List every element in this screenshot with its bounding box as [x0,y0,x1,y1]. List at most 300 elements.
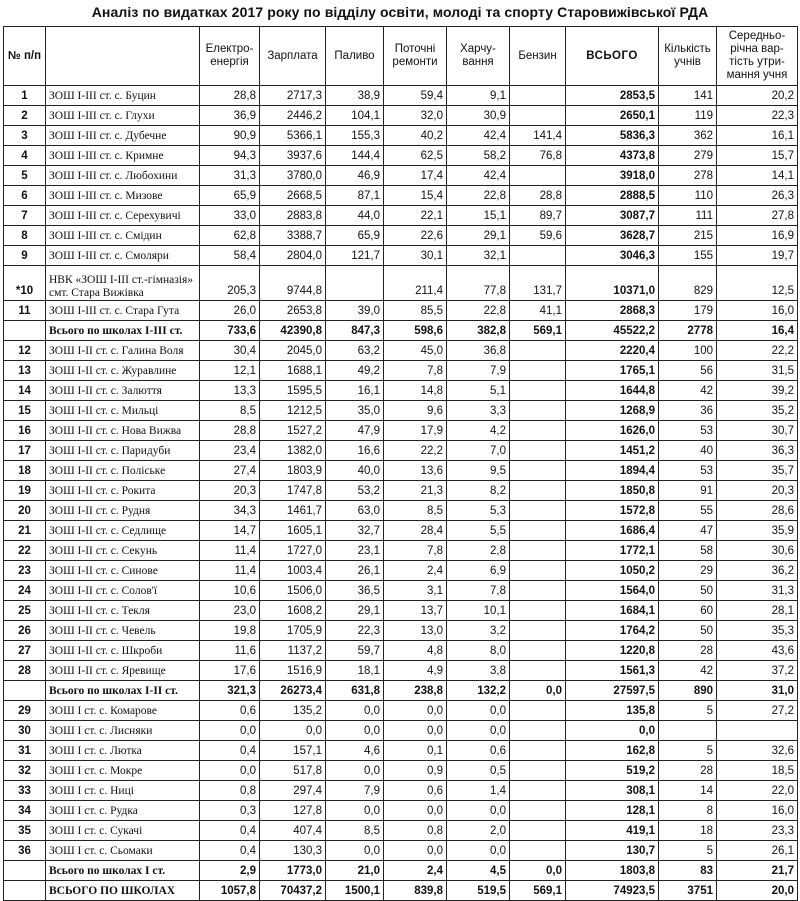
cell-salary: 1803,9 [260,461,326,481]
cell-salary: 70437,2 [260,881,326,901]
cell-avg-cost: 23,3 [717,821,798,841]
cell-repairs: 0,1 [384,741,447,761]
cell-students: 18 [659,821,717,841]
cell-electricity: 36,9 [200,106,260,126]
cell-salary: 2653,8 [260,301,326,321]
cell-fuel: 22,3 [326,621,384,641]
cell-num: 3 [4,126,46,146]
cell-fuel: 49,2 [326,361,384,381]
cell-total: 128,1 [566,801,659,821]
cell-food: 0,0 [447,701,510,721]
cell-total: 45522,2 [566,321,659,341]
cell-fuel: 21,0 [326,861,384,881]
cell-total: 1626,0 [566,421,659,441]
header-name [46,27,200,86]
cell-salary: 517,8 [260,761,326,781]
cell-food: 4,5 [447,861,510,881]
cell-petrol: 89,7 [510,206,566,226]
cell-electricity: 65,9 [200,186,260,206]
cell-petrol [510,661,566,681]
cell-repairs: 85,5 [384,301,447,321]
cell-avg-cost: 31,3 [717,581,798,601]
table-row [4,501,798,521]
cell-electricity: 11,6 [200,641,260,661]
cell-repairs: 15,4 [384,186,447,206]
cell-salary: 297,4 [260,781,326,801]
cell-school-name: ЗОШ І-ІІ ст. с. Журавлине [46,361,200,381]
cell-students: 28 [659,641,717,661]
cell-food: 1,4 [447,781,510,801]
cell-petrol: 569,1 [510,321,566,341]
cell-salary: 1461,7 [260,501,326,521]
cell-school-name: ЗОШ І-ІІІ ст. с. Дубечне [46,126,200,146]
cell-petrol [510,581,566,601]
table-row [4,641,798,661]
cell-school-name: ЗОШ І ст. с. Лютка [46,741,200,761]
cell-repairs: 45,0 [384,341,447,361]
cell-school-name: ЗОШ І-ІІІ ст. с. Смоляри [46,246,200,266]
cell-fuel: 0,0 [326,841,384,861]
cell-students: 14 [659,781,717,801]
cell-students: 50 [659,581,717,601]
cell-fuel: 65,9 [326,226,384,246]
cell-total: 1850,8 [566,481,659,501]
cell-salary: 1773,0 [260,861,326,881]
cell-food: 9,5 [447,461,510,481]
cell-students: 5 [659,701,717,721]
cell-salary: 1527,2 [260,421,326,441]
cell-petrol [510,841,566,861]
cell-total: 130,7 [566,841,659,861]
cell-electricity: 1057,8 [200,881,260,901]
table-row [4,701,798,721]
cell-electricity: 10,6 [200,581,260,601]
cell-num: 2 [4,106,46,126]
cell-salary: 2717,3 [260,86,326,106]
cell-school-name: ЗОШ І-ІІІ ст. с. Мизове [46,186,200,206]
cell-num: 36 [4,841,46,861]
cell-avg-cost: 12,5 [717,266,798,301]
cell-num: 16 [4,421,46,441]
cell-students: 58 [659,541,717,561]
cell-petrol [510,621,566,641]
cell-total: 308,1 [566,781,659,801]
header-salary: Зарплата [260,27,326,86]
cell-students: 53 [659,421,717,441]
cell-repairs: 21,3 [384,481,447,501]
cell-students [659,721,717,741]
cell-school-name: ЗОШ І-ІІ ст. с. Мильці [46,401,200,421]
cell-avg-cost: 36,2 [717,561,798,581]
cell-salary: 3937,6 [260,146,326,166]
cell-students: 29 [659,561,717,581]
cell-avg-cost: 36,3 [717,441,798,461]
cell-total: 1772,1 [566,541,659,561]
cell-num: 28 [4,661,46,681]
cell-electricity: 23,4 [200,441,260,461]
cell-repairs: 13,7 [384,601,447,621]
table-row [4,186,798,206]
cell-num: 12 [4,341,46,361]
cell-total: 2650,1 [566,106,659,126]
cell-salary: 2883,8 [260,206,326,226]
cell-avg-cost: 31,5 [717,361,798,381]
cell-num: 33 [4,781,46,801]
table-row [4,761,798,781]
cell-repairs: 0,6 [384,781,447,801]
cell-repairs: 0,0 [384,801,447,821]
cell-repairs: 7,8 [384,541,447,561]
table-row [4,521,798,541]
cell-food: 7,8 [447,581,510,601]
table-row [4,146,798,166]
cell-repairs: 598,6 [384,321,447,341]
cell-avg-cost: 43,6 [717,641,798,661]
cell-food: 77,8 [447,266,510,301]
header-fuel: Паливо [326,27,384,86]
cell-petrol [510,401,566,421]
cell-students: 91 [659,481,717,501]
cell-electricity: 0,6 [200,701,260,721]
cell-fuel: 46,9 [326,166,384,186]
header-petrol: Бензин [510,27,566,86]
cell-school-name: ЗОШ І-ІІ ст. с. Текля [46,601,200,621]
cell-school-name: ЗОШ І-ІІ ст. с. Секунь [46,541,200,561]
cell-electricity: 28,8 [200,421,260,441]
cell-school-name: ЗОШ І-ІІ ст. с. Рудня [46,501,200,521]
cell-num: 27 [4,641,46,661]
cell-salary: 1212,5 [260,401,326,421]
cell-total: 419,1 [566,821,659,841]
cell-petrol [510,521,566,541]
cell-repairs: 22,6 [384,226,447,246]
cell-petrol [510,801,566,821]
cell-total: 1644,8 [566,381,659,401]
cell-repairs: 17,4 [384,166,447,186]
cell-avg-cost: 18,5 [717,761,798,781]
cell-avg-cost: 16,0 [717,801,798,821]
table-row [4,401,798,421]
cell-fuel: 0,0 [326,721,384,741]
cell-total: 1451,2 [566,441,659,461]
cell-total: 3628,7 [566,226,659,246]
table-row [4,541,798,561]
cell-num [4,321,46,341]
cell-salary: 2668,5 [260,186,326,206]
cell-food: 22,8 [447,186,510,206]
cell-students: 53 [659,461,717,481]
cell-total: 1764,2 [566,621,659,641]
cell-num: 15 [4,401,46,421]
table-body [4,86,798,901]
cell-total: 2888,5 [566,186,659,206]
cell-total: 2220,4 [566,341,659,361]
cell-students: 155 [659,246,717,266]
cell-num: 24 [4,581,46,601]
cell-repairs: 2,4 [384,861,447,881]
cell-fuel: 144,4 [326,146,384,166]
cell-school-name: ЗОШ І-ІІІ ст. с. Кримне [46,146,200,166]
cell-num [4,881,46,901]
cell-fuel: 59,7 [326,641,384,661]
cell-total: 162,8 [566,741,659,761]
cell-repairs: 839,8 [384,881,447,901]
cell-students: 890 [659,681,717,701]
cell-repairs: 3,1 [384,581,447,601]
cell-petrol [510,541,566,561]
cell-num: 21 [4,521,46,541]
cell-num: 5 [4,166,46,186]
table-row [4,741,798,761]
cell-petrol: 76,8 [510,146,566,166]
cell-total: 3918,0 [566,166,659,186]
cell-school-name: ЗОШ І ст. с. Сукачі [46,821,200,841]
cell-fuel: 38,9 [326,86,384,106]
cell-num: 13 [4,361,46,381]
cell-avg-cost: 32,6 [717,741,798,761]
cell-repairs: 22,2 [384,441,447,461]
cell-fuel: 16,6 [326,441,384,461]
cell-total: 519,2 [566,761,659,781]
cell-students: 362 [659,126,717,146]
cell-salary: 1595,5 [260,381,326,401]
cell-food: 5,1 [447,381,510,401]
table-row [4,86,798,106]
cell-num: 30 [4,721,46,741]
cell-students: 42 [659,661,717,681]
cell-school-name: ЗОШ І-ІІ ст. с. Паридуби [46,441,200,461]
cell-salary: 130,3 [260,841,326,861]
cell-petrol: 41,1 [510,301,566,321]
table-row [4,301,798,321]
table-row [4,721,798,741]
cell-petrol [510,246,566,266]
cell-students: 2778 [659,321,717,341]
cell-petrol [510,86,566,106]
cell-electricity: 321,3 [200,681,260,701]
cell-avg-cost: 16,1 [717,126,798,146]
cell-food: 32,1 [447,246,510,266]
cell-salary: 1516,9 [260,661,326,681]
cell-repairs: 238,8 [384,681,447,701]
cell-petrol [510,441,566,461]
cell-salary: 1605,1 [260,521,326,541]
cell-electricity: 58,4 [200,246,260,266]
cell-students: 60 [659,601,717,621]
cell-num: 14 [4,381,46,401]
cell-avg-cost: 22,3 [717,106,798,126]
cell-total: 1572,8 [566,501,659,521]
cell-petrol [510,561,566,581]
cell-fuel: 16,1 [326,381,384,401]
cell-food: 382,8 [447,321,510,341]
cell-fuel: 104,1 [326,106,384,126]
cell-fuel: 631,8 [326,681,384,701]
cell-food: 9,1 [447,86,510,106]
cell-avg-cost: 35,2 [717,401,798,421]
cell-avg-cost: 16,9 [717,226,798,246]
cell-students: 55 [659,501,717,521]
cell-electricity: 13,3 [200,381,260,401]
cell-food: 0,5 [447,761,510,781]
cell-electricity: 12,1 [200,361,260,381]
cell-avg-cost: 35,9 [717,521,798,541]
cell-electricity: 62,8 [200,226,260,246]
table-row [4,781,798,801]
cell-total: 3087,7 [566,206,659,226]
table-row [4,581,798,601]
cell-electricity: 23,0 [200,601,260,621]
cell-food: 0,0 [447,841,510,861]
cell-school-name: ЗОШ І-ІІІ ст. с. Любохини [46,166,200,186]
cell-fuel [326,266,384,301]
cell-food: 36,8 [447,341,510,361]
cell-num: 34 [4,801,46,821]
cell-total: 1684,1 [566,601,659,621]
cell-salary: 2446,2 [260,106,326,126]
cell-petrol: 569,1 [510,881,566,901]
summary-row [4,881,798,901]
cell-fuel: 0,0 [326,761,384,781]
cell-avg-cost: 35,7 [717,461,798,481]
cell-repairs: 17,9 [384,421,447,441]
cell-avg-cost: 37,2 [717,661,798,681]
summary-row [4,681,798,701]
cell-petrol [510,381,566,401]
cell-avg-cost: 19,7 [717,246,798,266]
cell-num: 19 [4,481,46,501]
table-row [4,621,798,641]
cell-total: 2868,3 [566,301,659,321]
cell-electricity: 733,6 [200,321,260,341]
cell-food: 0,0 [447,721,510,741]
table-row [4,381,798,401]
table-row [4,166,798,186]
cell-food: 42,4 [447,166,510,186]
table-row [4,226,798,246]
cell-repairs: 7,8 [384,361,447,381]
cell-petrol [510,641,566,661]
cell-petrol [510,361,566,381]
cell-avg-cost: 16,0 [717,301,798,321]
cell-electricity: 11,4 [200,541,260,561]
cell-avg-cost: 15,7 [717,146,798,166]
cell-school-name: ЗОШ І-ІІІ ст. с. Глухи [46,106,200,126]
cell-school-name: ЗОШ І-ІІ ст. с. Галина Воля [46,341,200,361]
cell-num: *10 [4,266,46,301]
cell-fuel: 23,1 [326,541,384,561]
cell-food: 5,5 [447,521,510,541]
cell-food: 519,5 [447,881,510,901]
table-row [4,246,798,266]
cell-repairs: 2,4 [384,561,447,581]
cell-food: 7,0 [447,441,510,461]
cell-salary: 135,2 [260,701,326,721]
cell-electricity: 0,4 [200,741,260,761]
cell-avg-cost: 20,2 [717,86,798,106]
cell-total: 4373,8 [566,146,659,166]
cell-petrol [510,701,566,721]
cell-repairs: 4,9 [384,661,447,681]
cell-num: 23 [4,561,46,581]
cell-fuel: 32,7 [326,521,384,541]
cell-fuel: 63,0 [326,501,384,521]
cell-petrol [510,481,566,501]
table-row [4,341,798,361]
cell-school-name: ЗОШ І ст. с. Комарове [46,701,200,721]
cell-total: 1050,2 [566,561,659,581]
table-row [4,106,798,126]
cell-petrol [510,761,566,781]
cell-school-name: Всього по школах І-ІІ ст. [46,681,200,701]
cell-students: 5 [659,741,717,761]
cell-school-name: ЗОШ І-ІІ ст. с. Поліське [46,461,200,481]
cell-food: 3,2 [447,621,510,641]
cell-students: 141 [659,86,717,106]
header-repairs: Поточні ремонти [384,27,447,86]
cell-food: 2,0 [447,821,510,841]
cell-total: 1686,4 [566,521,659,541]
cell-electricity: 0,4 [200,821,260,841]
cell-food: 7,9 [447,361,510,381]
cell-num: 26 [4,621,46,641]
cell-students: 40 [659,441,717,461]
cell-school-name: ЗОШ І-ІІ ст. с. Залюття [46,381,200,401]
cell-school-name: ЗОШ І-ІІІ ст. с. Стара Гута [46,301,200,321]
cell-petrol [510,821,566,841]
cell-school-name: ЗОШ І-ІІ ст. с. Солов'ї [46,581,200,601]
cell-fuel: 0,0 [326,701,384,721]
cell-total: 2853,5 [566,86,659,106]
cell-school-name: ЗОШ І-ІІІ ст. с. Буцин [46,86,200,106]
cell-salary: 5366,1 [260,126,326,146]
cell-petrol: 141,4 [510,126,566,146]
cell-fuel: 29,1 [326,601,384,621]
cell-petrol [510,721,566,741]
cell-electricity: 94,3 [200,146,260,166]
cell-num: 18 [4,461,46,481]
cell-students: 111 [659,206,717,226]
cell-repairs: 0,0 [384,721,447,741]
cell-num: 32 [4,761,46,781]
table-row [4,821,798,841]
cell-salary: 3780,0 [260,166,326,186]
cell-students: 28 [659,761,717,781]
cell-students: 83 [659,861,717,881]
cell-avg-cost: 20,3 [717,481,798,501]
cell-repairs: 0,8 [384,821,447,841]
document-title: Аналіз по видатках 2017 року по відділу освіти, молоді та спорту Старовижівської РДА [91,4,709,20]
cell-fuel: 26,1 [326,561,384,581]
cell-school-name: ЗОШ І-ІІ ст. с. Синове [46,561,200,581]
cell-school-name: ЗОШ І ст. с. Ниці [46,781,200,801]
cell-school-name: ЗОШ І ст. с. Лисняки [46,721,200,741]
cell-fuel: 63,2 [326,341,384,361]
cell-repairs: 0,0 [384,701,447,721]
table-row [4,561,798,581]
cell-electricity: 27,4 [200,461,260,481]
cell-salary: 9744,8 [260,266,326,301]
cell-fuel: 8,5 [326,821,384,841]
cell-repairs: 22,1 [384,206,447,226]
cell-electricity: 33,0 [200,206,260,226]
table-row [4,206,798,226]
cell-school-name: ЗОШ І-ІІ ст. с. Шкроби [46,641,200,661]
cell-avg-cost: 30,7 [717,421,798,441]
cell-num: 22 [4,541,46,561]
cell-food: 0,6 [447,741,510,761]
cell-food: 15,1 [447,206,510,226]
